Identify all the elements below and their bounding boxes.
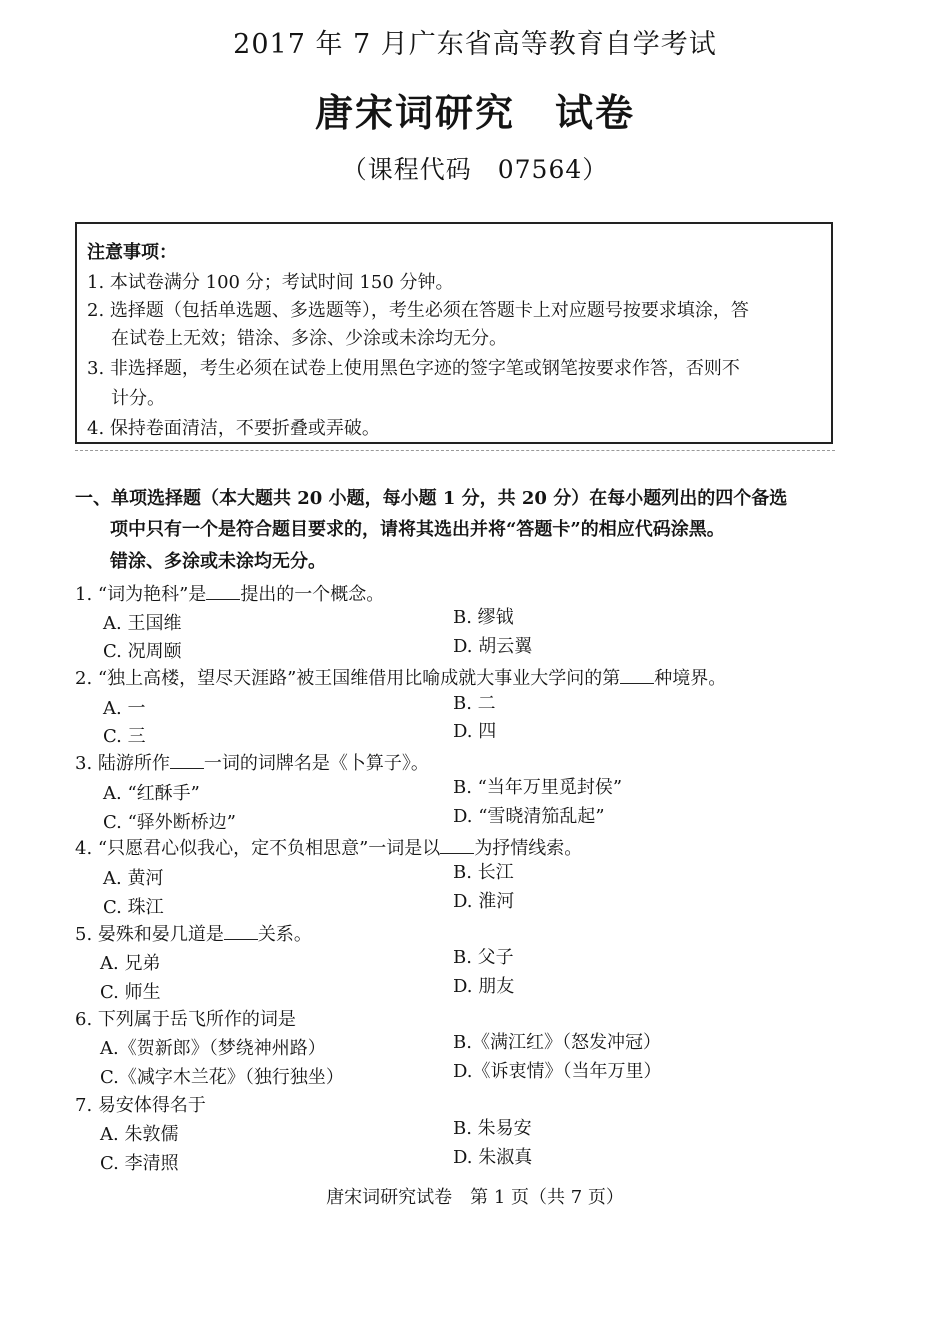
notice-box [75,222,833,444]
question-stem: 提出的一个概念。 [240,584,385,605]
question-7 [75,1091,206,1117]
question-4 [75,834,582,860]
question-stem: 一词的词牌名是《卜算子》。 [203,753,429,774]
option-b: B.《满江红》（怒发冲冠） [453,1032,661,1053]
question-1 [75,580,384,606]
option-a: A. “红酥手” [103,783,200,804]
option-d: D. 四 [453,721,497,742]
option-a: A. 黄河 [103,868,164,889]
notice-line: 2. 选择题（包括单选题、多选题等），考生必须在答题卡上对应题号按要求填涂，答 [87,300,749,321]
option-c: C. 珠江 [103,897,164,918]
option-c: C. 三 [103,726,146,747]
option-c: C. 李清照 [100,1153,179,1174]
notice-line: 4. 保持卷面清洁，不要折叠或弄破。 [87,418,380,439]
option-d: D. “雪晓清笳乱起” [453,806,605,827]
question-6 [75,1005,296,1031]
question-stem: 2. “独上高楼，望尽天涯路”被王国维借用比喻成就大事业大学问的第 [75,668,621,689]
section-divider [75,450,835,451]
question-2 [75,664,726,690]
answer-blank [620,667,654,684]
notice-line: 计分。 [111,388,165,409]
option-b: B. 二 [453,693,496,714]
option-a: A. 王国维 [103,613,182,634]
option-d: D.《诉衷情》（当年万里） [453,1061,662,1082]
option-b: B. “当年万里觅封侯” [453,777,623,798]
option-c: C. 况周颐 [103,641,182,662]
question-stem: 1. “词为艳科”是 [75,584,207,605]
option-a: A. 朱敦儒 [100,1124,179,1145]
question-stem: 6. 下列属于岳飞所作的词是 [75,1009,296,1030]
section-heading: 一、单项选择题（本大题共 20 小题，每小题 1 分，共 20 分）在每小题列出的四个备选 [75,488,788,509]
option-c: C. “驿外断桥边” [103,812,236,833]
option-d: D. 胡云翼 [453,636,533,657]
option-b: B. 长江 [453,862,514,883]
question-stem: 3. 陆游所作 [75,753,170,774]
question-stem: 7. 易安体得名于 [75,1095,206,1116]
option-c: C. 师生 [100,982,161,1003]
option-d: D. 朋友 [453,976,515,997]
page-footer: 唐宋词研究试卷 第 1 页（共 7 页） [326,1187,624,1208]
question-5 [75,920,312,946]
course-title: 唐宋词研究 试卷 [314,90,635,135]
question-3 [75,749,429,775]
notice-line: 在试卷上无效；错涂、多涂、少涂或未涂均无分。 [111,328,507,349]
option-c: C.《减字木兰花》（独行独坐） [100,1067,344,1088]
exam-name: 2017 年 7 月广东省高等教育自学考试 [233,29,717,60]
question-stem: 种境界。 [654,668,727,689]
option-b: B. 缪钺 [453,607,514,628]
option-b: B. 朱易安 [453,1118,532,1139]
option-a: A.《贺新郎》（梦绕神州路） [100,1038,326,1059]
answer-blank [224,923,258,940]
option-a: A. 一 [103,698,146,719]
answer-blank [170,752,204,769]
notice-line: 3. 非选择题，考生必须在试卷上使用黑色字迹的签字笔或钢笔按要求作答，否则不 [87,358,740,379]
option-d: D. 淮河 [453,891,515,912]
course-code: （课程代码 07564） [341,155,609,184]
option-b: B. 父子 [453,947,514,968]
question-stem: 5. 晏殊和晏几道是 [75,924,224,945]
question-stem: 关系。 [257,924,312,945]
notice-line: 1. 本试卷满分 100 分；考试时间 150 分钟。 [87,272,454,293]
question-stem: 4. “只愿君心似我心，定不负相思意”一词是以 [75,838,441,859]
answer-blank [206,583,240,600]
question-stem: 为抒情线索。 [474,838,583,859]
section-heading: 错涂、多涂或未涂均无分。 [110,551,326,572]
section-heading: 项中只有一个是符合题目要求的，请将其选出并将“答题卡”的相应代码涂黑。 [110,519,725,540]
option-d: D. 朱淑真 [453,1147,533,1168]
answer-blank [440,837,474,854]
notice-heading: 注意事项： [87,242,177,263]
option-a: A. 兄弟 [100,953,161,974]
